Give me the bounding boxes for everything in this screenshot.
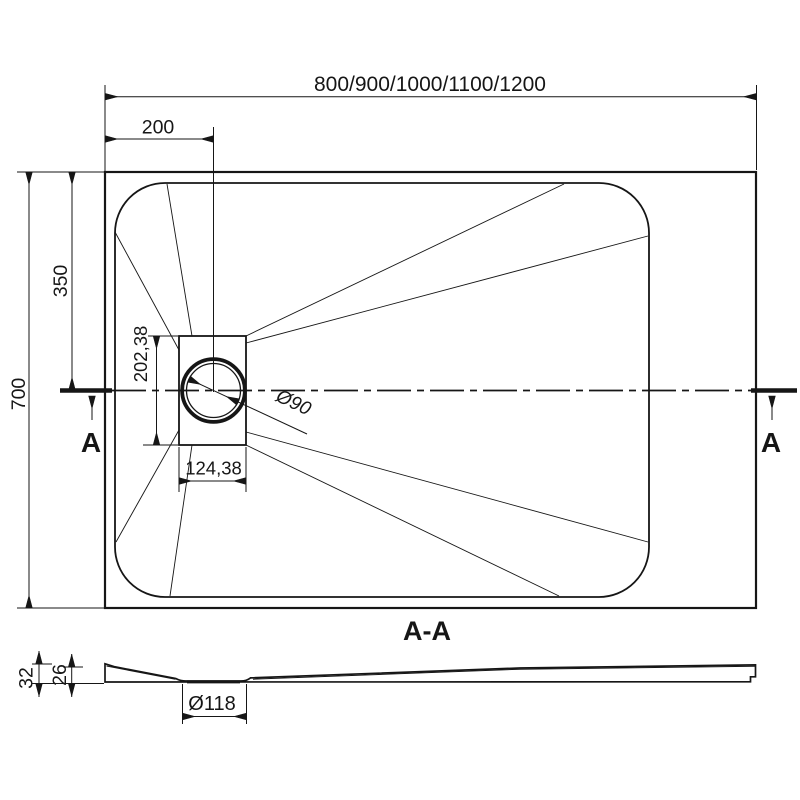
section-title: A-A	[403, 616, 451, 646]
drain-offset-label: 200	[141, 116, 175, 139]
edge-height-label: 32	[15, 667, 38, 689]
dimension-drain-hole	[183, 684, 247, 724]
inner-height-label: 26	[49, 664, 71, 686]
slope-ridge-line	[246, 445, 559, 596]
top-view	[8, 73, 797, 608]
section-cut-marker-right	[751, 391, 797, 459]
section-view	[16, 616, 756, 724]
slope-ridge-line	[246, 432, 648, 542]
drain-hole-label: Ø118	[188, 693, 236, 715]
dimension-drain-offset	[105, 117, 214, 140]
slope-ridge-line	[167, 184, 192, 336]
dimension-recess-width	[179, 447, 246, 492]
floor-surface-line	[107, 666, 176, 679]
dimension-drain-center-from-top	[50, 172, 72, 390]
slope-ridge-line	[246, 236, 648, 343]
dimension-drain-diameter	[189, 379, 314, 434]
dimension-recess-length	[130, 326, 178, 445]
recess-width-label: 124,38	[185, 457, 242, 479]
section-marker-right-label: A	[760, 427, 782, 458]
section-marker-left-label: A	[80, 427, 102, 458]
slope-ridge-line	[246, 184, 564, 336]
slope-ridge-line	[116, 430, 179, 542]
dimension-inner-height	[49, 654, 83, 697]
drain-diameter-label: Ø90	[272, 385, 315, 421]
recess-length-label: 202,38	[130, 325, 151, 383]
overall-width-label: 800/900/1000/1100/1200	[313, 73, 547, 96]
overall-depth-label: 700	[8, 377, 30, 411]
dimension-overall-width	[105, 73, 757, 171]
drain-center-from-top-label: 350	[50, 264, 72, 298]
